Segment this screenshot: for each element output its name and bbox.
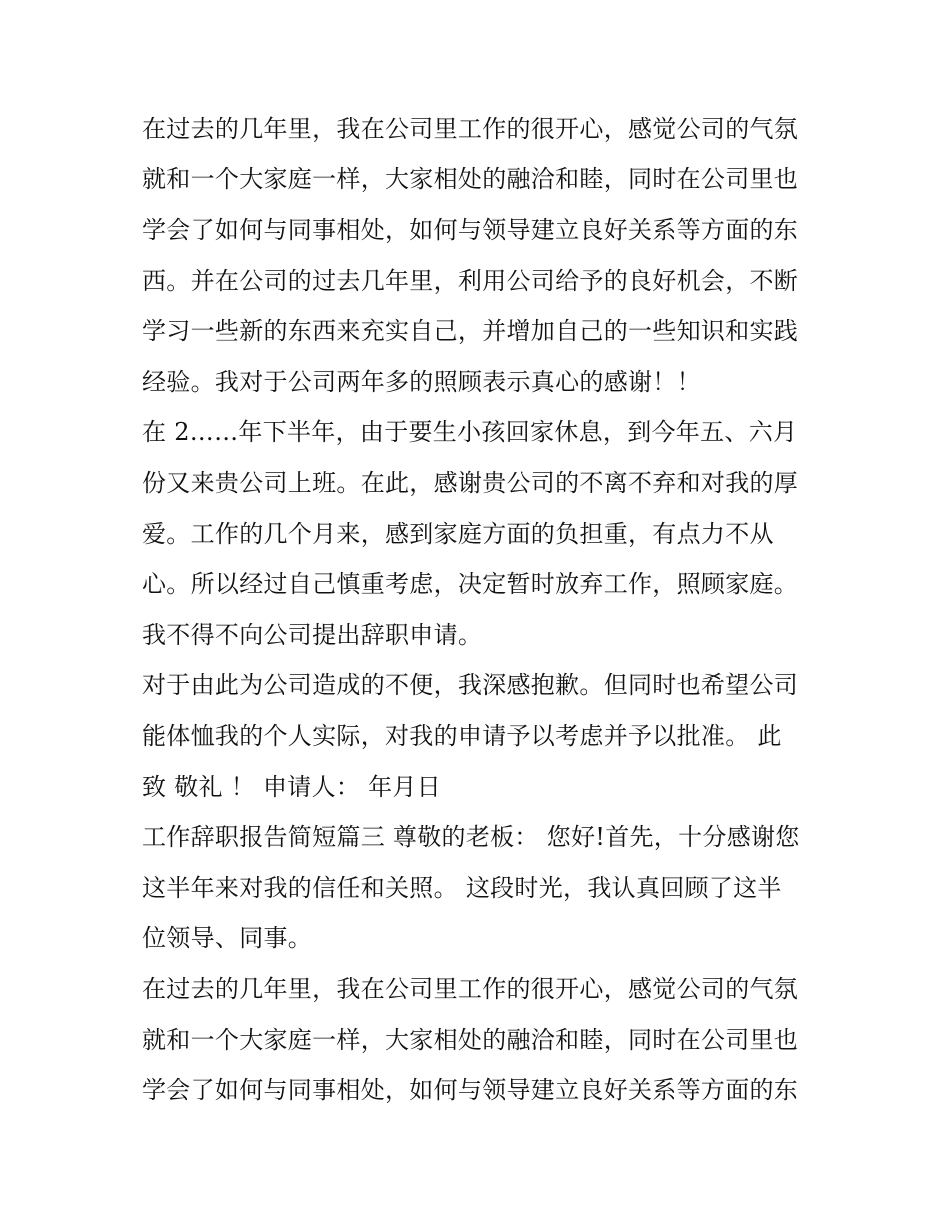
text-line: 经验。我对于公司两年多的照顾表示真心的感谢！！ <box>142 368 701 396</box>
text-line: 致 敬礼 ！ 申请人： 年月日 <box>142 773 442 801</box>
text-line: 这半年来对我的信任和关照。 这段时光，我认真回顾了这半 <box>142 874 782 902</box>
text-line: 在过去的几年里，我在公司里工作的很开心，感觉公司的气氛 <box>142 115 799 143</box>
text-line: 西。并在公司的过去几年里，利用公司给予的良好机会，不断 <box>142 267 799 295</box>
text-line: 在 2……年下半年，由于要生小孩回家休息，到今年五、六月 <box>142 418 798 446</box>
text-line: 工作辞职报告简短篇三 尊敬的老板： 您好!首先，十分感谢您 <box>142 823 800 851</box>
text-line: 位领导、同事。 <box>142 924 313 952</box>
text-line: 我不得不向公司提出辞职申请。 <box>142 621 483 649</box>
text-line: 能体恤我的个人实际，对我的申请予以考虑并予以批准。 此 <box>142 722 782 750</box>
text-line: 在过去的几年里，我在公司里工作的很开心，感觉公司的气氛 <box>142 975 799 1003</box>
text-line: 份又来贵公司上班。在此，感谢贵公司的不离不弃和对我的厚 <box>142 469 799 497</box>
text-line: 学会了如何与同事相处，如何与领导建立良好关系等方面的东 <box>142 216 799 244</box>
text-line: 就和一个大家庭一样，大家相处的融洽和睦，同时在公司里也 <box>142 165 799 193</box>
text-line: 爱。工作的几个月来，感到家庭方面的负担重，有点力不从 <box>142 520 774 548</box>
text-line: 对于由此为公司造成的不便，我深感抱歉。但同时也希望公司 <box>142 671 799 699</box>
text-line: 心。所以经过自己慎重考虑，决定暂时放弃工作，照顾家庭。 <box>142 570 799 598</box>
text-line: 就和一个大家庭一样，大家相处的融洽和睦，同时在公司里也 <box>142 1026 799 1054</box>
text-line: 学习一些新的东西来充实自己，并增加自己的一些知识和实践 <box>142 317 799 345</box>
text-line: 学会了如何与同事相处，如何与领导建立良好关系等方面的东 <box>142 1076 799 1104</box>
